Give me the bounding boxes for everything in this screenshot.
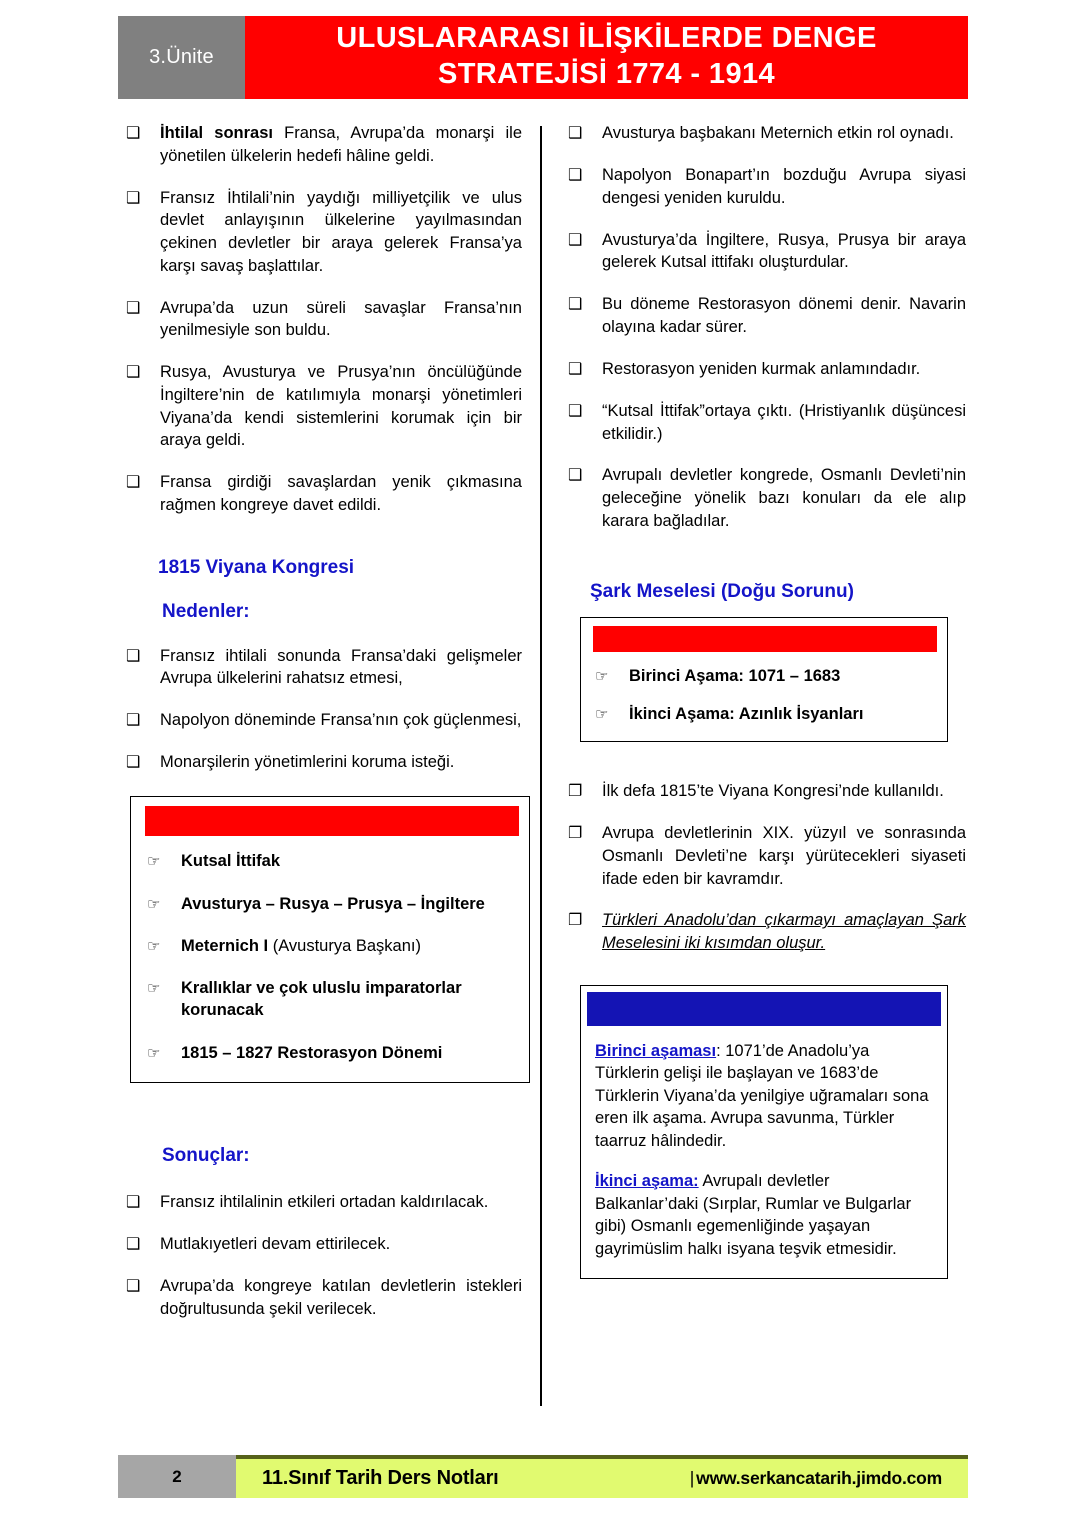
checkbox-bullet-icon: ❑: [568, 296, 583, 314]
page-number-badge: [118, 1455, 236, 1498]
list-item-text: Napolyon Bonapart’ın bozduğu Avrupa siyasi dengesi yeniden kuruldu.: [602, 166, 966, 207]
list-item-text: Avusturya – Rusya – Prusya – İngiltere: [181, 894, 485, 913]
checkbox-bullet-icon: ❑: [568, 360, 583, 378]
checkbox-bullet-icon: ❑: [126, 647, 141, 665]
list-item-text: [160, 122, 522, 168]
list-item-text: Avrupa’da uzun süreli savaşlar Fransa’nın yenilmesiyle son buldu.: [160, 298, 522, 340]
heading-viyana-kongresi: 1815 Viyana Kongresi: [158, 556, 355, 578]
page-title-line-1: ULUSLARARASI İLİŞKİLERDE DENGE: [336, 22, 877, 55]
spacer: [568, 742, 966, 780]
heading-sark-meselesi: Şark Meselesi (Doğu Sorunu): [590, 580, 854, 602]
list-item-text: Kutsal İttifak: [181, 852, 281, 871]
list-item: [126, 1233, 522, 1256]
list-item: [595, 665, 937, 687]
checkbox-bullet-icon: ❑: [126, 1194, 141, 1211]
heading-nedenler: Nedenler:: [162, 600, 250, 622]
ikinci-asama-label: İkinci aşama:: [595, 1172, 699, 1191]
list-item-text: Avusturya’da İngiltere, Rusya, Prusya bir araya gelerek Kutsal ittifakı oluşturdular.: [602, 230, 966, 272]
birinci-asama-paragraph: [595, 1040, 935, 1152]
sark-meselesi-box: [580, 617, 948, 743]
unit-badge: [118, 16, 245, 99]
list-item-text: Bu döneme Restorasyon dönemi denir. Navarin olayına kadar sürer.: [602, 295, 966, 336]
blue-header-bar: [587, 992, 941, 1026]
checkbox-bullet-icon: ❑: [568, 167, 583, 185]
intro-bullet-list: [126, 122, 522, 517]
square-bullet-icon: ❐: [568, 825, 583, 843]
list-item: [568, 464, 966, 532]
hand-bullet-icon: ☞: [147, 937, 161, 955]
checkbox-bullet-icon: ❑: [126, 189, 141, 207]
list-item: [568, 229, 966, 275]
left-column: [126, 122, 522, 1340]
heading-sonuclar: Sonuçlar:: [162, 1145, 250, 1166]
hand-bullet-icon: ☞: [147, 895, 161, 913]
list-item-text: Mutlakıyetleri devam ettirilecek.: [160, 1235, 391, 1254]
sark-bullet-list: [568, 780, 966, 955]
checkbox-bullet-icon: ❑: [126, 712, 141, 730]
footer-bar: [236, 1455, 968, 1498]
list-item: [126, 297, 522, 343]
kutsal-ittifak-list: [131, 836, 529, 1082]
list-item-text: Rusya, Avusturya ve Prusya’nın öncülüğünde İngiltere’nin de katılımıyla monarşi yönetimleri Viyana’da kendi sistemlerini korumak için bir araya geldi.: [160, 363, 522, 450]
hand-bullet-icon: ☞: [595, 667, 609, 685]
list-item: [568, 400, 966, 446]
list-item-text: [181, 935, 517, 957]
checkbox-bullet-icon: ❑: [126, 474, 141, 492]
list-item: [568, 122, 966, 145]
asamalar-detail-box: [580, 985, 948, 1279]
sonuclar-bullet-list: [126, 1191, 522, 1321]
footer-separator: |: [689, 1468, 695, 1488]
page-title-line-2: STRATEJİSİ 1774 - 1914: [437, 57, 776, 90]
list-item-text: Fransız ihtilalinin etkileri ortadan kaldırılacak.: [160, 1193, 489, 1211]
unit-label: 3.Ünite: [149, 46, 214, 68]
nedenler-bullet-list: [126, 645, 522, 775]
checkbox-bullet-icon: ❑: [126, 1236, 141, 1254]
list-item: [147, 893, 517, 915]
page-title-banner: [245, 16, 968, 99]
list-item: [595, 703, 937, 725]
list-item: [568, 358, 966, 381]
list-item-text: Restorasyon yeniden kurmak anlamındadır.: [602, 359, 921, 378]
ikinci-asama-text: Avrupalı devletler Balkanlar’daki (Sırplar, Rumlar ve Bulgarlar gibi) Osmanlı egemenliğinde yaşayan gayrimüslim halkı isyana teşvik etmesidir.: [595, 1172, 912, 1258]
list-item-text: Krallıklar ve çok uluslu imparatorlar korunacak: [181, 979, 462, 1020]
birinci-asama-label: Birinci aşaması: [595, 1042, 717, 1061]
footer-website[interactable]: [690, 1468, 942, 1489]
list-item-text: Avrupa devletlerinin XIX. yüzyıl ve sonrasında Osmanlı Devleti’ne karşı yürütecekleri siyaseti ifade eden bir kavramdır.: [602, 824, 966, 888]
list-item: [126, 471, 522, 517]
hand-bullet-icon: ☞: [147, 853, 161, 871]
list-item-text: İlk defa 1815’te Viyana Kongresi’nde kullanıldı.: [602, 782, 944, 801]
hand-bullet-icon: ☞: [595, 705, 609, 723]
hand-bullet-icon: ☞: [147, 980, 161, 998]
footer-title: 11.Sınıf Tarih Ders Notları: [262, 1467, 499, 1489]
list-item: [126, 122, 522, 168]
list-item-text: Avrupa’da kongreye katılan devletlerin istekleri doğrultusunda şekil verilecek.: [160, 1277, 522, 1318]
sark-asama-list: [581, 652, 947, 742]
list-item: [126, 1191, 522, 1214]
list-item: [147, 1042, 517, 1064]
list-item-body: (Avusturya Başkanı): [268, 936, 421, 955]
checkbox-bullet-icon: ❑: [568, 125, 583, 142]
checkbox-bullet-icon: ❑: [568, 231, 583, 249]
checkbox-bullet-icon: ❑: [568, 402, 583, 420]
checkbox-bullet-icon: ❑: [568, 467, 583, 485]
right-column: [568, 122, 966, 1279]
checkbox-bullet-icon: ❑: [126, 364, 141, 382]
list-item: [568, 164, 966, 210]
asamalar-content: [581, 1026, 947, 1278]
checkbox-bullet-icon: ❑: [126, 1278, 141, 1296]
list-item: [568, 293, 966, 339]
checkbox-bullet-icon: ❑: [126, 299, 141, 317]
ikinci-asama-paragraph: [595, 1170, 935, 1260]
list-item-text: Monarşilerin yönetimlerini koruma isteği.: [160, 753, 455, 772]
right-top-bullet-list: [568, 122, 966, 533]
list-item: [568, 822, 966, 890]
list-item-emphasis: Meternich I: [181, 936, 269, 955]
list-item-emphasis: İhtilal sonrası: [160, 124, 273, 142]
list-item: [126, 1275, 522, 1321]
page-number: 2: [172, 1466, 182, 1486]
list-item-text: Birinci Aşama: 1071 – 1683: [629, 666, 841, 685]
page-header: [118, 16, 968, 99]
checkbox-bullet-icon: ❑: [126, 125, 141, 142]
square-bullet-icon: ❐: [568, 783, 583, 801]
list-item-text: Fransa girdiği savaşlardan yenik çıkmasına rağmen kongreye davet edildi.: [160, 473, 522, 514]
kutsal-ittifak-box: [130, 796, 530, 1083]
list-item: [147, 935, 517, 957]
hand-bullet-icon: ☞: [147, 1044, 161, 1062]
list-item: [147, 977, 517, 1022]
list-item-text: Avrupalı devletler kongrede, Osmanlı Devleti’nin geleceğine yönelik bazı konuları da ele alıp karara bağladılar.: [602, 466, 966, 530]
list-item: [126, 645, 522, 691]
red-header-bar: [145, 806, 519, 836]
list-item: [126, 709, 522, 732]
list-item-text: Fransız ihtilali sonunda Fransa’daki gelişmeler Avrupa ülkelerini rahatsız etmesi,: [160, 646, 522, 688]
list-item: [126, 751, 522, 774]
list-item-text: İkinci Aşama: Azınlık İsyanları: [629, 704, 864, 723]
list-item-text: Napolyon döneminde Fransa’nın çok güçlenmesi,: [160, 711, 522, 730]
list-item-text: Türkleri Anadolu’dan çıkarmayı amaçlayan Şark Meselesini iki kısımdan oluşur.: [602, 911, 966, 953]
list-item-text: Fransız İhtilali’nin yaydığı milliyetçilik ve ulus devlet anlayışının ülkelerine yayılmasından çekinen devletler bir araya gelerek Fransa’ya karşı savaş başlattılar.: [160, 188, 522, 275]
page-footer: [118, 1455, 968, 1498]
birinci-asama-text: : 1071’de Anadolu’ya Türklerin gelişi ile başlayan ve 1683’de Türklerin Viyana’da yenilgiye uğramaları sona eren ilk aşama. Avrupa savunma, Türkler taarruz hâlindedir.: [595, 1042, 929, 1150]
list-item-text: Avusturya başbakanı Meternich etkin rol oynadı.: [602, 124, 954, 142]
list-item: [568, 780, 966, 803]
list-item: [126, 361, 522, 452]
list-item: [568, 909, 966, 955]
column-divider: [540, 126, 542, 1406]
list-item: [126, 187, 522, 278]
checkbox-bullet-icon: ❑: [126, 754, 141, 772]
list-item-text: 1815 – 1827 Restorasyon Dönemi: [181, 1043, 443, 1062]
footer-website-text: www.serkancatarih.jimdo.com: [696, 1468, 942, 1488]
list-item-text: “Kutsal İttifak”ortaya çıktı. (Hristiyanlık düşüncesi etkilidir.): [602, 401, 966, 443]
red-header-bar: [593, 626, 937, 652]
list-item-body: Fransa, Avrupa’da monarşi ile yönetilen ülkelerin hedefi hâline geldi.: [160, 124, 522, 165]
square-bullet-icon: ❐: [568, 912, 583, 930]
list-item: [147, 850, 517, 872]
